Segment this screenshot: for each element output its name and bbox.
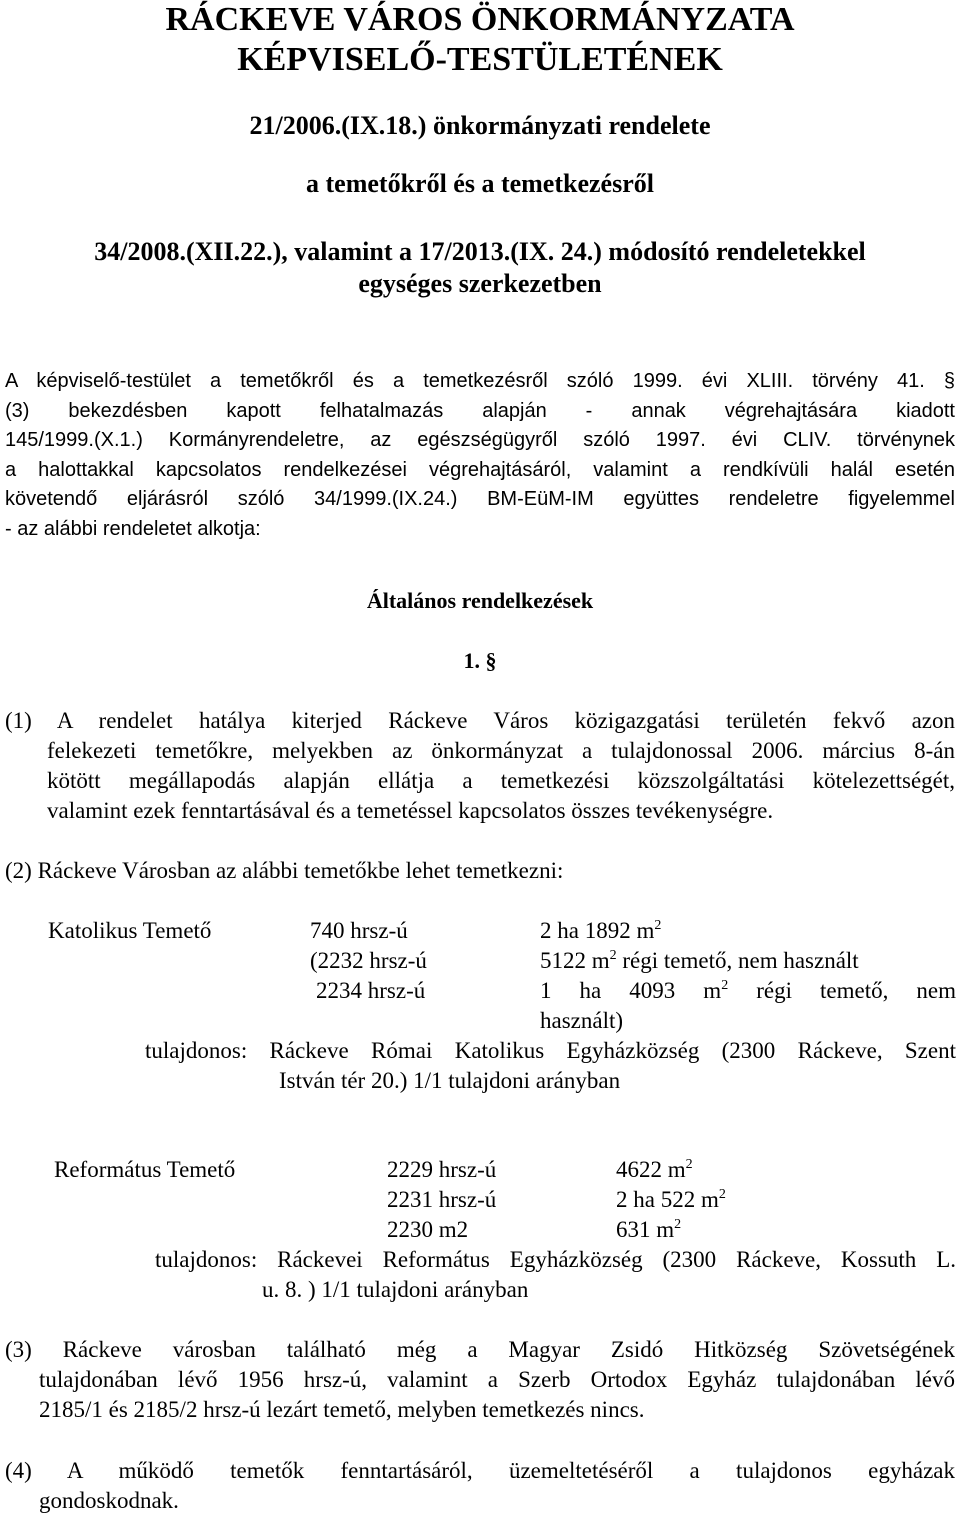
paragraph-3-line: tulajdonában lévő 1956 hrsz-ú, valamint a Szerb Ortodox Egyház tulajdonában lévő [39, 1367, 955, 1392]
decree-number: 21/2006.(IX.18.) önkormányzati rendelete [249, 111, 711, 140]
cemetery-name-catholic: Katolikus Temető [48, 918, 212, 943]
amendments-line-2: egységes szerkezetben [358, 269, 602, 298]
catholic-area: 2 ha 1892 $m^2$ [540, 918, 662, 943]
preamble-line: követendő eljárásról szóló 34/1999.(IX.24.) BM-EüM-IM együttes rendeletre figyelemmel [5, 488, 955, 510]
catholic-area-continued: használt) [540, 1008, 624, 1033]
paragraph-4-line: (4) A működő temetők fenntartásáról, üzemeltetéséről a tulajdonos egyházak [5, 1458, 955, 1483]
reformed-area: 4622 $m^2$ [616, 1157, 693, 1182]
paragraph-number: 1. § [463, 648, 497, 673]
catholic-lot: 740 hrsz-ú [310, 918, 408, 943]
preamble-line: A képviselő-testület a temetőkről és a temetkezésről szóló 1999. évi XLIII. törvény 41. § [5, 370, 955, 392]
catholic-owner-line-1: tulajdonos: Ráckeve Római Katolikus Egyházközség (2300 Ráckeve, Szent [145, 1038, 956, 1063]
preamble-line: - az alábbi rendeletet alkotja: [5, 517, 261, 540]
amendments-line-1: 34/2008.(XII.22.), valamint a 17/2013.(IX. 24.) módosító rendeletekkel [94, 237, 866, 266]
paragraph-2-intro: (2) Ráckeve Városban az alábbi temetőkbe lehet temetkezni: [5, 858, 564, 883]
preamble-line: (3) bekezdésben kapott felhatalmazás alapján - annak végrehajtására kiadott [5, 399, 955, 422]
paragraph-3 [5, 1335, 955, 1425]
paragraph-1-line: valamint ezek fenntartásával és a temetéssel kapcsolatos összes tevékenységre. [47, 798, 774, 823]
paragraph-3-line: (3) Ráckeve városban található még a Magyar Zsidó Hitközség Szövetségének [5, 1337, 955, 1362]
catholic-lot: 2234 hrsz-ú [316, 978, 426, 1003]
paragraph-1-line: (1) A rendelet hatálya kiterjed Ráckeve Város közigazgatási területén fekvő azon [5, 708, 955, 733]
catholic-area: 1 ha 4093 $m^2$ régi temető, nem [540, 978, 956, 1003]
catholic-lot: (2232 hrsz-ú [310, 948, 427, 973]
preamble [5, 367, 955, 544]
reformed-area: 2 ha 522 $m^2$ [616, 1187, 726, 1212]
paragraph-4 [5, 1456, 955, 1516]
reformed-owner-line-1: tulajdonos: Ráckevei Református Egyházközség (2300 Ráckeve, Kossuth L. [155, 1247, 956, 1272]
title-line-1: RÁCKEVE VÁROS ÖNKORMÁNYZATA [165, 1, 795, 38]
decree-subject: a temetőkről és a temetkezésről [306, 169, 654, 198]
paragraph-3-line: 2185/1 és 2185/2 hrsz-ú lezárt temető, melyben temetkezés nincs. [39, 1397, 645, 1422]
reformed-lot: 2231 hrsz-ú [387, 1187, 497, 1212]
title-line-2: KÉPVISELŐ-TESTÜLETÉNEK [237, 41, 723, 78]
catholic-owner-line-2: István tér 20.) 1/1 tulajdoni arányban [279, 1068, 621, 1093]
cemetery-name-reformed: Református Temető [54, 1157, 236, 1182]
reformed-area: 631 $m^2$ [616, 1217, 682, 1242]
paragraph-1 [5, 706, 955, 826]
reformed-lot: 2229 hrsz-ú [387, 1157, 497, 1182]
reformed-lot: 2230 m2 [387, 1217, 469, 1242]
paragraph-4-line: gondoskodnak. [39, 1488, 179, 1513]
section-heading: Általános rendelkezések [366, 588, 594, 613]
catholic-area: 5122 $m^2$ régi temető, nem használt [540, 948, 859, 973]
preamble-line: 145/1999.(X.1.) Kormányrendeletre, az egészségügyről szóló 1997. évi CLIV. törvénynek [5, 429, 955, 451]
paragraph-1-line: kötött megállapodás alapján ellátja a temetkezési közszolgáltatási kötelezettségét, [47, 768, 955, 793]
paragraph-1-line: felekezeti temetőkre, melyekben az önkormányzat a tulajdonossal 2006. március 8-án [47, 738, 955, 763]
preamble-line: a halottakkal kapcsolatos rendelkezései végrehajtásáról, valamint a rendkívüli halál esetén [5, 458, 955, 481]
reformed-owner-line-2: u. 8. ) 1/1 tulajdoni arányban [262, 1277, 529, 1302]
